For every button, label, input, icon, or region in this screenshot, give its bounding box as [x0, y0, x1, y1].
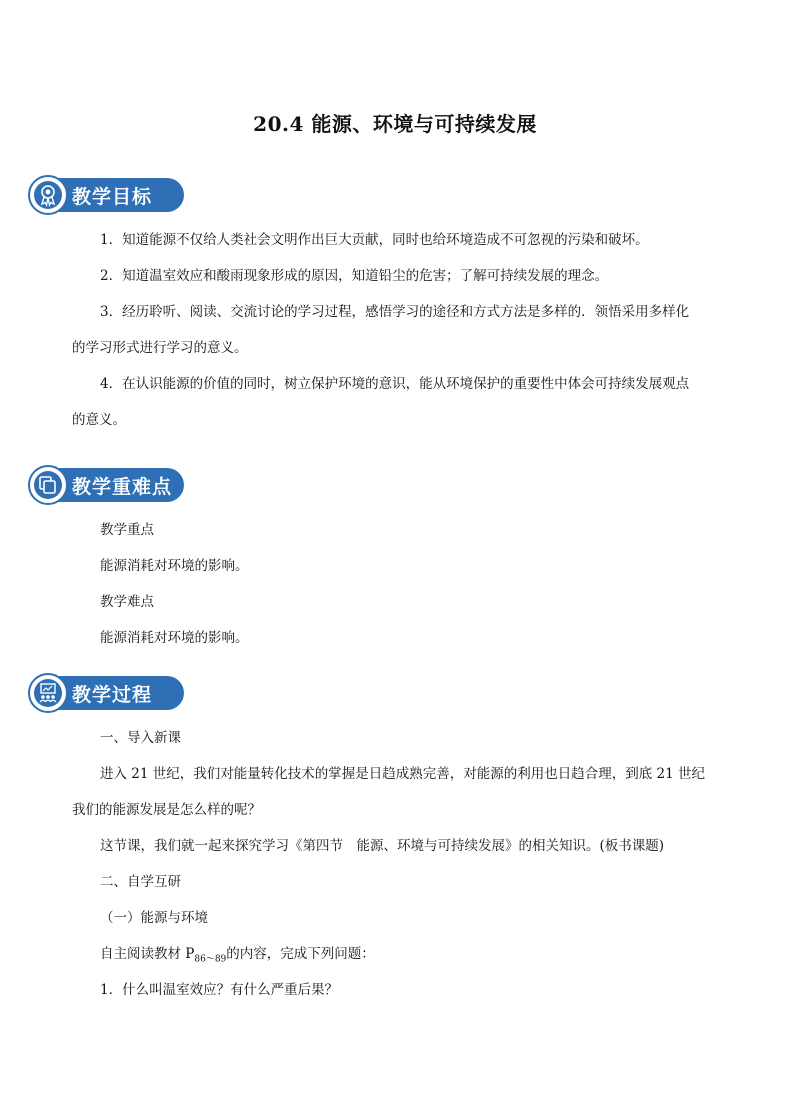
sub-section-1-heading: （一）能源与环境 — [100, 910, 208, 926]
goal-item-4-line-1: 4．在认识能源的价值的同时，树立保护环境的意识，能从环境保护的重要性中体会可持续发展观点 — [100, 376, 690, 392]
presentation-audience-icon — [28, 673, 68, 713]
section-header-goals — [28, 175, 184, 215]
question-1: 1．什么叫温室效应？有什么严重后果？ — [100, 982, 339, 998]
section-title-goals: 教学目标 — [72, 186, 153, 208]
goal-item-1: 1．知道能源不仅给人类社会文明作出巨大贡献，同时也给环境造成不可忽视的污染和破坏。 — [100, 232, 649, 248]
stacked-pages-icon — [28, 465, 68, 505]
reading-prefix: 自主阅读教材 P — [100, 946, 195, 962]
key-point-text: 能源消耗对环境的影响。 — [100, 558, 249, 574]
difficult-point-label: 教学难点 — [100, 594, 154, 610]
intro-line-2: 我们的能源发展是怎么样的呢？ — [72, 802, 261, 818]
goal-item-4-line-2: 的意义。 — [72, 412, 126, 428]
part-2-heading: 二、自学互研 — [100, 874, 181, 890]
part-1-heading: 一、导入新课 — [100, 730, 181, 746]
goal-item-2: 2．知道温室效应和酸雨现象形成的原因，知道铅尘的危害；了解可持续发展的理念。 — [100, 268, 609, 284]
reading-pages: 86～89 — [194, 954, 227, 965]
difficult-point-text: 能源消耗对环境的影响。 — [100, 630, 249, 646]
reading-instruction — [100, 944, 730, 970]
key-point-label: 教学重点 — [100, 522, 154, 538]
reading-suffix: 的内容，完成下列问题： — [226, 946, 375, 962]
section-header-keypoints — [28, 465, 184, 505]
goal-item-3-line-1: 3．经历聆听、阅读、交流讨论的学习过程，感悟学习的途径和方式方法是多样的．领悟采用多样化 — [100, 304, 690, 320]
goal-item-3-line-2: 的学习形式进行学习的意义。 — [72, 340, 248, 356]
intro-line-1: 进入 21 世纪，我们对能量转化技术的掌握是日趋成熟完善，对能源的利用也日趋合理，到底 21 世纪 — [100, 766, 706, 782]
section-title-process: 教学过程 — [72, 684, 153, 706]
award-ribbon-icon — [28, 175, 68, 215]
section-header-process — [28, 673, 184, 713]
section-title-keypoints: 教学重难点 — [72, 476, 173, 498]
document-title: 20.4 能源、环境与可持续发展 — [253, 112, 537, 136]
lesson-topic-line: 这节课，我们就一起来探究学习《第四节 能源、环境与可持续发展》的相关知识。(板书课题) — [100, 838, 665, 854]
